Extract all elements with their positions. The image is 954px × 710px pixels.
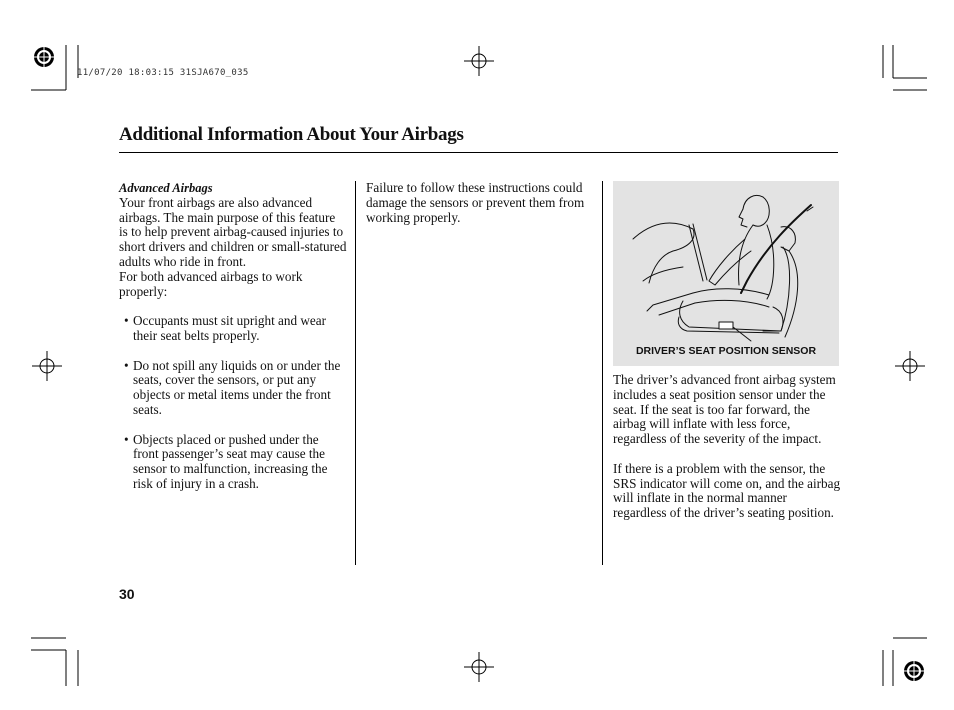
page-number: 30 bbox=[119, 586, 135, 602]
sensor-problem-paragraph: If there is a problem with the sensor, the SRS indicator will come on, and the airbag will inflate in the normal manner regardless of the driver’s seating position. bbox=[613, 460, 841, 521]
bullet-icon: • bbox=[124, 313, 129, 329]
column-divider bbox=[355, 181, 356, 565]
sensor-description-paragraph: The driver’s advanced front airbag system includes a seat position sensor under the seat. If the seat is too far forward, the airbag will inflate with less force, regardless of the severity of the impact. bbox=[613, 372, 836, 447]
warning-paragraph: Failure to follow these instructions could damage the sensors or prevent them from working properly. bbox=[366, 180, 585, 225]
column-divider bbox=[602, 181, 603, 565]
requirements-paragraph: For both advanced airbags to work properly: bbox=[119, 268, 303, 299]
column-right bbox=[613, 373, 841, 521]
column-left bbox=[119, 181, 347, 492]
section-heading: Advanced Airbags bbox=[119, 181, 213, 195]
seat-sensor-illustration bbox=[613, 181, 839, 366]
registration-target-icon bbox=[33, 46, 55, 68]
print-stamp: 11/07/20 18:03:15 31SJA670_035 bbox=[77, 68, 249, 78]
driver-seat-figure-icon bbox=[613, 181, 839, 366]
column-middle bbox=[366, 181, 594, 225]
list-item-text: Occupants must sit upright and wear their seat belts properly. bbox=[133, 313, 327, 343]
registration-target-icon bbox=[903, 660, 925, 682]
bullet-icon: • bbox=[124, 431, 129, 447]
list-item bbox=[119, 433, 347, 492]
title-rule bbox=[119, 152, 838, 153]
intro-paragraph: Your front airbags are also advanced airbags. The main purpose of this feature is to help prevent airbag-caused injuries to short drivers and children or small-statured adults who ride in front. bbox=[119, 194, 347, 269]
list-item bbox=[119, 314, 347, 344]
page-title: Additional Information About Your Airbags bbox=[119, 124, 464, 145]
list-item-text: Do not spill any liquids on or under the seats, cover the sensors, or put any objects or metal items under the front seats. bbox=[133, 357, 341, 417]
illustration-caption: DRIVER’S SEAT POSITION SENSOR bbox=[635, 345, 817, 357]
list-item bbox=[119, 359, 347, 418]
list-item-text: Objects placed or pushed under the front passenger’s seat may cause the sensor to malfunction, increasing the risk of injury in a crash. bbox=[133, 431, 328, 491]
bullet-icon: • bbox=[124, 357, 129, 373]
